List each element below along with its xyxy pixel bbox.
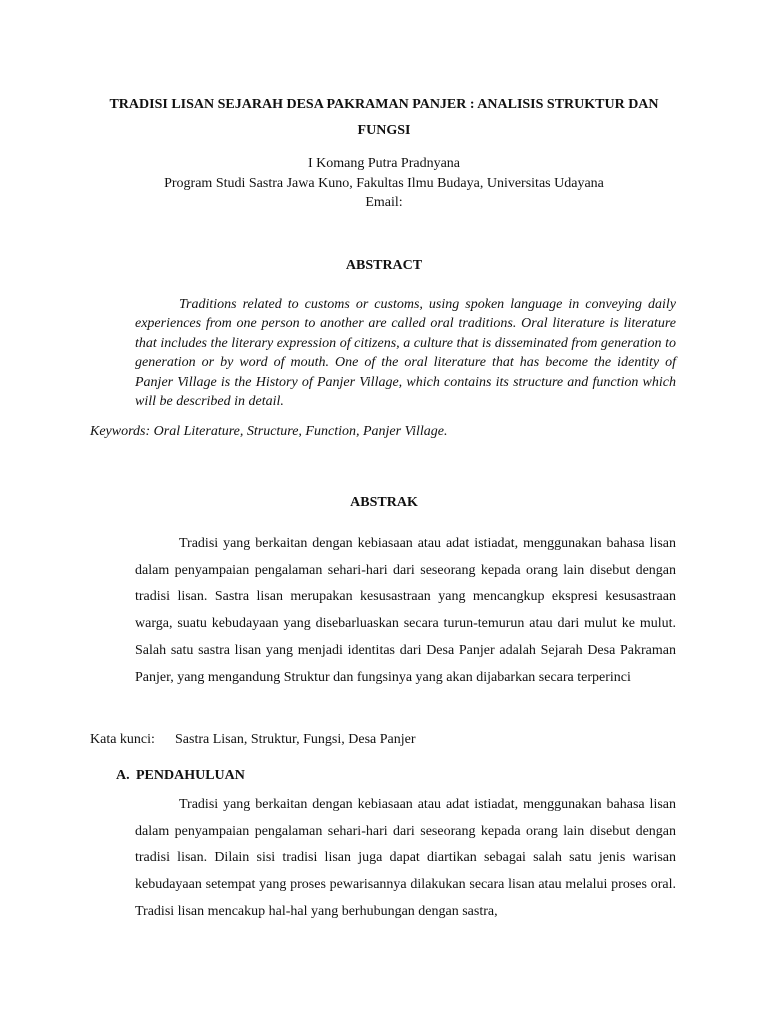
abstract-id-keywords — [90, 731, 416, 749]
section-title: PENDAHULUAN — [136, 768, 245, 783]
author-name: I Komang Putra Pradnyana — [307, 156, 461, 171]
keywords-label: Kata kunci: — [90, 732, 155, 747]
paper-title: TRADISI LISAN SEJARAH DESA PAKRAMAN PANJER : ANALISIS STRUKTUR DAN FUNGSI — [109, 97, 659, 138]
author-affiliation: Program Studi Sastra Jawa Kuno, Fakultas Ilmu Budaya, Universitas Udayana — [164, 176, 604, 191]
section-number: A. — [116, 768, 130, 783]
abstract-en-body: Traditions related to customs or customs, using spoken language in conveying daily experiences from one person to another are called oral traditions. Oral literature is literature that includes the literary expression of citizens, a culture that is disseminated from generation to generation or by word of mouth. One of the oral literature that has become the identity of Panjer Village is the History of Panjer Village, which contains its structure and function which will be described in detail. — [135, 297, 676, 410]
keywords-value: Sastra Lisan, Struktur, Fungsi, Desa Panjer — [175, 732, 416, 747]
section-heading — [116, 767, 245, 785]
abstract-id-heading: ABSTRAK — [350, 495, 418, 510]
author-email: Email: — [365, 195, 403, 210]
section-body: Tradisi yang berkaitan dengan kebiasaan atau adat istiadat, menggunakan bahasa lisan dalam penyampaian pengalaman sehari-hari dari seseorang kepada orang lain disebut dengan tradisi lisan. Dilain sisi tradisi lisan juga dapat diartikan sebagai salah satu jenis warisan kebudayaan setempat yang proses pewarisannya dilakukan secara lisan atau melalui proses oral. Tradisi lisan mencakup hal-hal yang berhubungan dengan sastra, — [135, 797, 676, 919]
abstract-en-heading: ABSTRACT — [345, 258, 423, 273]
abstract-en-keywords: Keywords: Oral Literature, Structure, Function, Panjer Village. — [90, 424, 448, 439]
abstract-id-body: Tradisi yang berkaitan dengan kebiasaan atau adat istiadat, menggunakan bahasa lisan dalam penyampaian pengalaman sehari-hari dari seseorang kepada orang lain disebut dengan tradisi lisan. Sastra lisan merupakan kesusastraan yang mencangkup ekspresi kesusastraan warga, suatu kebudayaan yang disebarluaskan secara turun-temurun atau dari mulut ke mulut. Salah satu sastra lisan yang menjadi identitas dari Desa Panjer adalah Sejarah Desa Pakraman Panjer, yang mengandung Struktur dan fungsinya yang akan dijabarkan secara terperinci — [135, 536, 676, 685]
